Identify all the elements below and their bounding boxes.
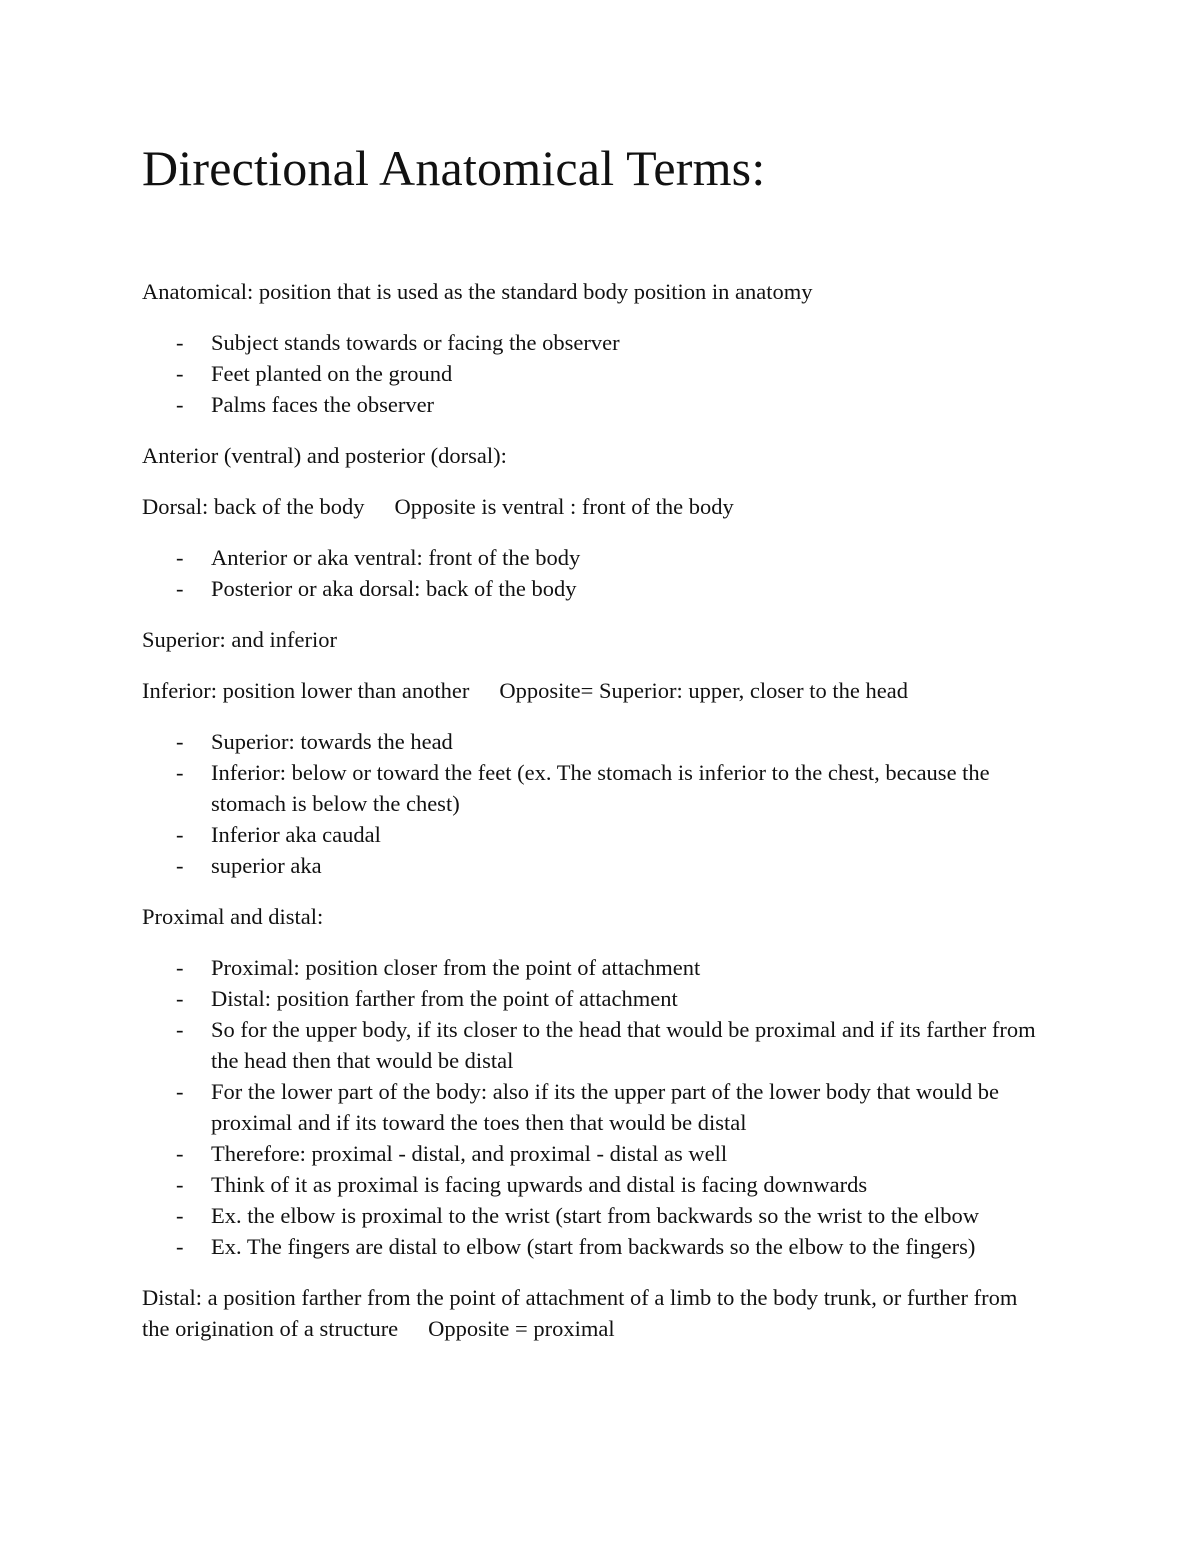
list-item: - Posterior or aka dorsal: back of the body [142, 573, 1042, 604]
bullet-dash: - [176, 361, 184, 386]
document-page [142, 138, 1042, 1364]
bullet-dash: - [176, 1203, 184, 1228]
list-item: - Ex. The fingers are distal to elbow (start from backwards so the elbow to the fingers) [142, 1231, 1042, 1262]
bullet-dash: - [176, 392, 184, 417]
list-item: - Distal: position farther from the point of attachment [142, 983, 1042, 1014]
list-item: - superior aka [142, 850, 1042, 881]
distal-definition: Distal: a position farther from the point of attachment of a limb to the body trunk, or further from the origination of a structure Opposite = proximal [142, 1285, 1024, 1341]
anatomical-list [142, 327, 1042, 420]
list-item: - Inferior: below or toward the feet (ex. The stomach is inferior to the chest, because the stomach is below the chest) [142, 757, 1042, 819]
list-item: - Feet planted on the ground [142, 358, 1042, 389]
bullet-dash: - [176, 330, 184, 355]
list-item: - So for the upper body, if its closer to the head that would be proximal and if its farther from the head then that would be distal [142, 1014, 1042, 1076]
bullet-dash: - [176, 576, 184, 601]
bullet-dash: - [176, 760, 184, 785]
anterior-posterior-list [142, 542, 1042, 604]
dorsal-definition: Dorsal: back of the body Opposite is ventral : front of the body [142, 494, 734, 519]
bullet-dash: - [176, 853, 184, 878]
list-item: - Therefore: proximal - distal, and proximal - distal as well [142, 1138, 1042, 1169]
list-item: - Proximal: position closer from the point of attachment [142, 952, 1042, 983]
list-item: - Palms faces the observer [142, 389, 1042, 420]
bullet-dash: - [176, 1017, 184, 1042]
list-item: - Think of it as proximal is facing upwards and distal is facing downwards [142, 1169, 1042, 1200]
list-item: - Anterior or aka ventral: front of the body [142, 542, 1042, 573]
list-item: - Subject stands towards or facing the observer [142, 327, 1042, 358]
inferior-definition: Inferior: position lower than another Opposite= Superior: upper, closer to the head [142, 678, 908, 703]
list-item: - Superior: towards the head [142, 726, 1042, 757]
list-item: - Inferior aka caudal [142, 819, 1042, 850]
proximal-distal-list [142, 952, 1042, 1262]
superior-inferior-list [142, 726, 1042, 881]
bullet-dash: - [176, 822, 184, 847]
proximal-distal-heading: Proximal and distal: [142, 904, 324, 929]
bullet-dash: - [176, 1234, 184, 1259]
anatomical-definition: Anatomical: position that is used as the standard body position in anatomy [142, 279, 813, 304]
bullet-dash: - [176, 1079, 184, 1104]
bullet-dash: - [176, 1172, 184, 1197]
bullet-dash: - [176, 729, 184, 754]
list-item: - Ex. the elbow is proximal to the wrist (start from backwards so the wrist to the elbow [142, 1200, 1042, 1231]
bullet-dash: - [176, 1141, 184, 1166]
anterior-posterior-heading: Anterior (ventral) and posterior (dorsal): [142, 443, 507, 468]
superior-inferior-heading: Superior: and inferior [142, 627, 337, 652]
bullet-dash: - [176, 545, 184, 570]
document-title: Directional Anatomical Terms: [142, 140, 766, 196]
list-item: - For the lower part of the body: also if its the upper part of the lower body that would be proximal and if its toward the toes then that would be distal [142, 1076, 1042, 1138]
bullet-dash: - [176, 955, 184, 980]
bullet-dash: - [176, 986, 184, 1011]
